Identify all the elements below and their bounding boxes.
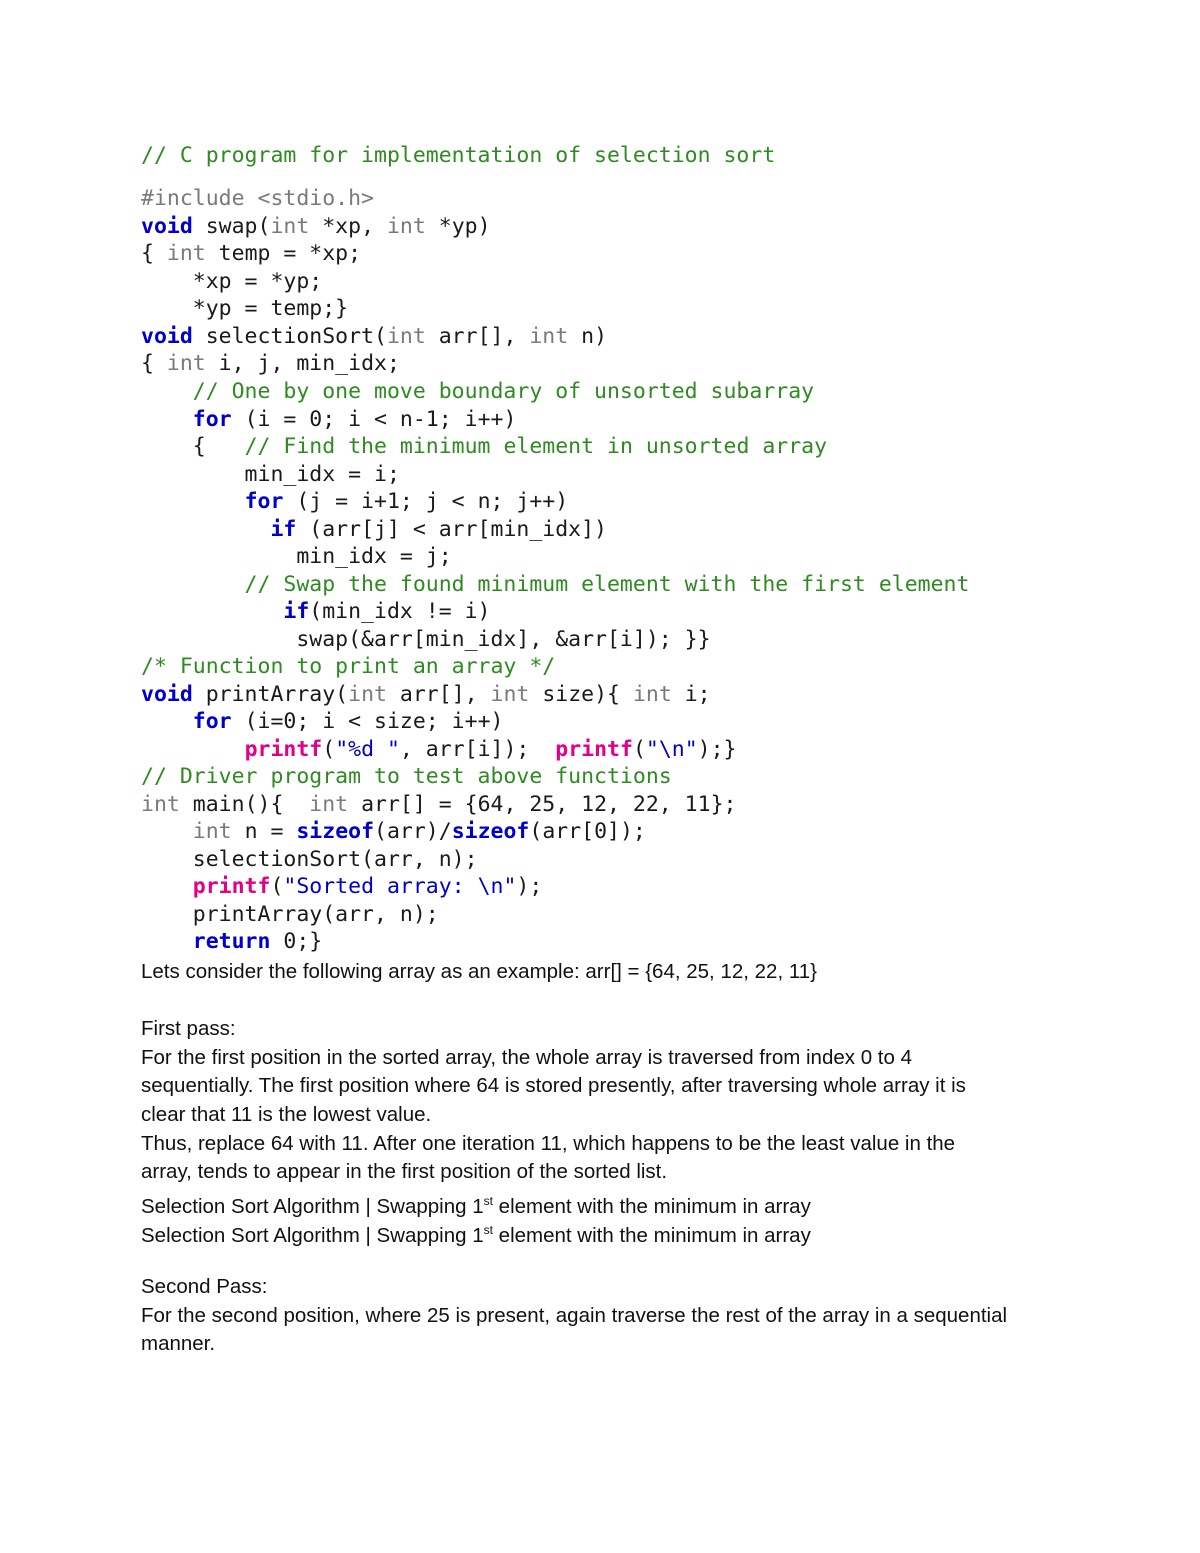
caption-1-text: Selection Sort Algorithm | Swapping 1 [141, 1195, 484, 1218]
code-outer-for [141, 406, 516, 434]
code-title-comment: // C program for implementation of selection sort [141, 143, 776, 168]
code-token: int [632, 682, 672, 707]
code-print-signature [141, 681, 711, 709]
code-token: int [192, 819, 232, 844]
code-token: sizeof [296, 819, 375, 844]
code-swap-line-1 [141, 240, 361, 268]
code-main-n [141, 818, 646, 846]
code-swap-call: swap(&arr[min_idx], &arr[i]); }} [141, 627, 711, 652]
code-token: return [192, 929, 271, 954]
code-token: // Find the minimum element in unsorted array [244, 434, 828, 459]
code-token: int [166, 241, 206, 266]
code-include-line: #include <stdio.h> [141, 186, 374, 211]
code-token [141, 874, 193, 899]
code-token: size){ [529, 682, 633, 707]
code-token: int [309, 792, 349, 817]
code-token: ( [322, 737, 336, 762]
figure-caption-2 [141, 1216, 811, 1247]
code-main-return [141, 928, 322, 956]
code-main-call: selectionSort(arr, n); [141, 847, 478, 872]
second-pass-heading: Second Pass: [141, 1275, 268, 1298]
code-token [141, 489, 245, 514]
code-token: printf [244, 737, 323, 762]
code-token: ); [516, 874, 543, 899]
code-token: n = [231, 819, 297, 844]
code-token: int [490, 682, 530, 707]
code-token: void [141, 214, 193, 239]
code-swap-line-2: *xp = *yp; [141, 269, 323, 294]
code-min-idx-assign: min_idx = j; [141, 544, 452, 569]
code-token: (min_idx != i) [309, 599, 491, 624]
code-token: ( [270, 874, 284, 899]
code-token: arr[] = {64, 25, 12, 22, 11}; [348, 792, 737, 817]
code-token: arr[], [386, 682, 491, 707]
code-find-min-comment [141, 433, 827, 461]
code-token [141, 517, 270, 542]
caption-1-superscript: st [483, 1194, 493, 1208]
figure-caption-1 [141, 1187, 811, 1218]
code-print-for [141, 708, 503, 736]
code-token: for [192, 407, 232, 432]
code-token: selectionSort( [192, 324, 387, 349]
code-if-min-idx [141, 598, 491, 626]
first-pass-line-4: Thus, replace 64 with 11. After one iteration 11, which happens to be the least value in the [141, 1132, 956, 1155]
code-inner-for [141, 488, 568, 516]
code-token [141, 737, 245, 762]
first-pass-heading: First pass: [141, 1017, 236, 1040]
code-token: 0;} [270, 929, 323, 954]
first-pass-line-3: clear that 11 is the lowest value. [141, 1103, 432, 1126]
code-token: { [141, 351, 167, 376]
code-token: sizeof [451, 819, 530, 844]
code-token: int [386, 214, 426, 239]
code-token: (i=0; i < size; i++) [231, 709, 504, 734]
code-block [141, 0, 970, 954]
code-token: "Sorted array: \n" [283, 874, 517, 899]
code-swap-line-3: *yp = temp;} [141, 296, 349, 321]
code-token: );} [697, 737, 737, 762]
code-token: "%d " [335, 737, 400, 762]
code-comment-boundary: // One by one move boundary of unsorted subarray [141, 379, 815, 404]
code-token: main(){ [179, 792, 310, 817]
code-token: int [348, 682, 387, 707]
code-token: arr[], [425, 324, 530, 349]
code-token: i, j, min_idx; [205, 351, 400, 376]
caption-2-superscript: st [483, 1223, 493, 1237]
code-main-printf [141, 873, 542, 901]
code-token: *xp, [309, 214, 387, 239]
code-token: int [386, 324, 426, 349]
caption-1-text-end: element with the minimum in array [492, 1195, 811, 1218]
code-token: *yp) [425, 214, 491, 239]
code-token: ( [632, 737, 646, 762]
code-token: for [192, 709, 232, 734]
code-token: (arr[j] < arr[min_idx]) [296, 517, 608, 542]
code-token [141, 709, 193, 734]
first-pass-line-5: array, tends to appear in the first position of the sorted list. [141, 1160, 668, 1183]
code-token: void [141, 682, 193, 707]
code-token: n) [568, 324, 608, 349]
code-token [141, 599, 283, 624]
code-selection-sort-signature [141, 323, 607, 351]
code-selection-sort-decl [141, 350, 400, 378]
code-token [141, 819, 193, 844]
code-token: printf [192, 874, 271, 899]
code-token [141, 407, 193, 432]
caption-2-text: Selection Sort Algorithm | Swapping 1 [141, 1224, 484, 1247]
code-token: (i = 0; i < n-1; i++) [231, 407, 517, 432]
first-pass-line-1: For the first position in the sorted array, the whole array is traversed from index 0 to 4 [141, 1046, 912, 1069]
code-token: { [141, 241, 167, 266]
code-token: printArray( [192, 682, 349, 707]
first-pass-line-2: sequentially. The first position where 64 is stored presently, after traversing whole array it is [141, 1074, 966, 1097]
intro-line: Lets consider the following array as an example: arr[] = {64, 25, 12, 22, 11} [141, 960, 817, 983]
code-token: "\n" [645, 737, 698, 762]
code-token: int [141, 792, 180, 817]
caption-2-text-end: element with the minimum in array [492, 1224, 811, 1247]
code-token: (arr[0]); [529, 819, 646, 844]
code-token: int [166, 351, 206, 376]
code-token: swap( [192, 214, 271, 239]
code-token: printf [555, 737, 633, 762]
code-main-print: printArray(arr, n); [141, 902, 439, 927]
code-print-body [141, 736, 737, 764]
code-token [141, 929, 193, 954]
code-token: int [529, 324, 569, 349]
second-pass-line-1: For the second position, where 25 is present, again traverse the rest of the array in a sequential [141, 1304, 1008, 1327]
code-token: { [141, 434, 245, 459]
code-token: void [141, 324, 193, 349]
second-pass-line-2: manner. [141, 1332, 216, 1355]
code-comment-swap: // Swap the found minimum element with the first element [141, 572, 970, 597]
code-min-idx-init: min_idx = i; [141, 462, 400, 487]
code-token: i; [671, 682, 711, 707]
code-main-signature [141, 791, 736, 819]
code-token: temp = *xp; [205, 241, 362, 266]
code-print-comment: /* Function to print an array */ [141, 654, 556, 679]
code-token: if [283, 599, 310, 624]
code-token: (j = i+1; j < n; j++) [283, 489, 569, 514]
code-token: int [270, 214, 310, 239]
code-driver-comment: // Driver program to test above functions [141, 764, 672, 789]
code-token: for [244, 489, 284, 514]
code-token: if [270, 517, 297, 542]
code-if-compare [141, 516, 607, 544]
code-token: , arr[i]); [399, 737, 556, 762]
code-token: (arr)/ [374, 819, 452, 844]
code-swap-signature [141, 213, 491, 241]
